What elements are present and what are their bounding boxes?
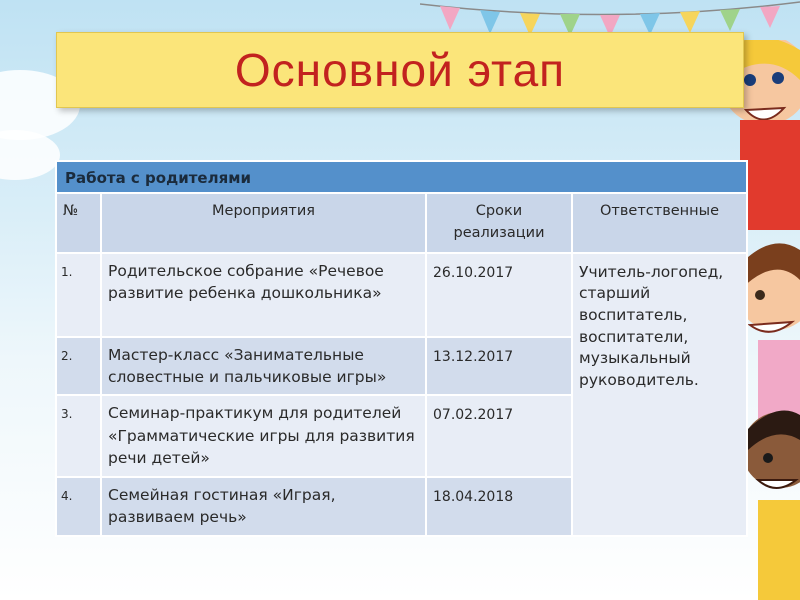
table-row (56, 253, 747, 337)
row-number: 3. (56, 395, 101, 476)
column-header-responsible: Ответственные (572, 193, 747, 253)
column-header-number: № (56, 193, 101, 253)
row-event: Семейная гостиная «Играя, развиваем речь» (101, 477, 426, 536)
table-section-header-row (56, 161, 747, 193)
row-event: Родительское собрание «Речевое развитие ребенка дошкольника» (101, 253, 426, 337)
row-date: 13.12.2017 (426, 337, 572, 396)
row-date: 07.02.2017 (426, 395, 572, 476)
row-number: 1. (56, 253, 101, 337)
responsible-cell: Учитель-логопед, старший воспитатель, воспитатели, музыкальный руководитель. (572, 253, 747, 536)
column-header-dates: Сроки реализации (426, 193, 572, 253)
table-column-headers (56, 193, 747, 253)
row-number: 4. (56, 477, 101, 536)
slide-title: Основной этап (234, 44, 566, 96)
row-date: 26.10.2017 (426, 253, 572, 337)
column-header-events: Мероприятия (101, 193, 426, 253)
row-number: 2. (56, 337, 101, 396)
row-event: Мастер-класс «Занимательные словестные и пальчиковые игры» (101, 337, 426, 396)
row-event: Семинар-практикум для родителей «Грамматические игры для развития речи детей» (101, 395, 426, 476)
title-banner (56, 32, 744, 108)
table-section-header: Работа с родителями (56, 161, 747, 193)
row-date: 18.04.2018 (426, 477, 572, 536)
parents-work-table (55, 160, 748, 537)
cloud-left-lower (0, 130, 60, 180)
